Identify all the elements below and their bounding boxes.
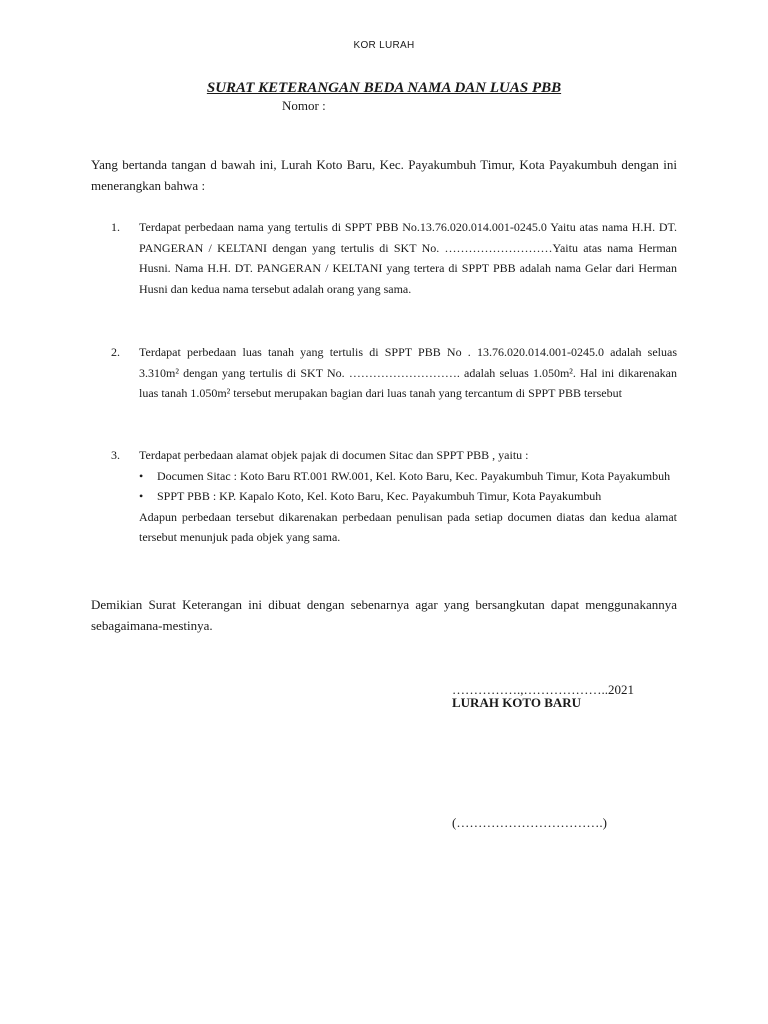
signature-title: LURAH KOTO BARU [452, 695, 582, 710]
bullet-item-sitac [139, 466, 677, 487]
list-item-number: 1. [111, 220, 120, 234]
list-item-text: Terdapat perbedaan luas tanah yang tertulis di SPPT PBB No . 13.76.020.014.001-0245.0 adalah seluas 3.310m² dengan yang tertulis di SKT No. ………………………. adalah seluas 1.050m². Hal ini dikarenakan luas tanah 1.050m² tersebut merupakan bagian dari luas tanah yang tercantum di SPPT PBB tersebut [139, 345, 677, 400]
list-item-closing: Adapun perbedaan tersebut dikarenakan perbedaan penulisan pada setiap documen diatas dan kedua alamat tersebut menunjuk pada objek yang sama. [139, 509, 677, 544]
list-item-1 [91, 217, 677, 299]
document-header: KOR LURAH [353, 40, 415, 51]
document-title: SURAT KETERANGAN BEDA NAMA DAN LUAS PBB [206, 80, 562, 96]
list-item-number: 3. [111, 448, 120, 462]
list-item-3 [91, 445, 677, 548]
list-item-body [139, 445, 677, 548]
document-number-label: Nomor : [282, 98, 326, 113]
list-item-2 [91, 342, 677, 404]
list-item-number: 2. [111, 345, 120, 359]
bullet-icon: • [139, 489, 144, 503]
bullet-item-sppt [139, 486, 677, 507]
list-item-text: Terdapat perbedaan nama yang tertulis di SPPT PBB No.13.76.020.014.001-0245.0 Yaitu atas nama H.H. DT. PANGERAN / KELTANI dengan yang tertulis di SKT No. ………………………Yaitu atas nama Herman Husni. Nama H.H. DT. PANGERAN / KELTANI yang tertera di SPPT PBB adalah nama Gelar dari Herman Husni dan kedua nama tersebut adalah orang yang sama. [139, 220, 677, 296]
address-bullet-list [139, 466, 677, 507]
bullet-text: Documen Sitac : Koto Baru RT.001 RW.001, Kel. Koto Baru, Kec. Payakumbuh Timur, Kota Payakumbuh [157, 468, 671, 483]
signature-name-placeholder: (…………………………….) [452, 815, 607, 830]
signature-place-date: …………….,………………..2021 [452, 682, 634, 697]
intro-paragraph: Yang bertanda tangan d bawah ini, Lurah Koto Baru, Kec. Payakumbuh Timur, Kota Payakumbuh dengan ini menerangkan bahwa : [91, 157, 677, 193]
closing-paragraph: Demikian Surat Keterangan ini dibuat dengan sebenarnya agar yang bersangkutan dapat menggunakannya sebagaimana-mestinya. [91, 597, 677, 633]
list-item-text: Terdapat perbedaan alamat objek pajak di documen Sitac dan SPPT PBB , yaitu : [139, 448, 529, 462]
bullet-text: SPPT PBB : KP. Kapalo Koto, Kel. Koto Baru, Kec. Payakumbuh Timur, Kota Payakumbuh [157, 489, 602, 503]
bullet-icon: • [139, 468, 144, 483]
